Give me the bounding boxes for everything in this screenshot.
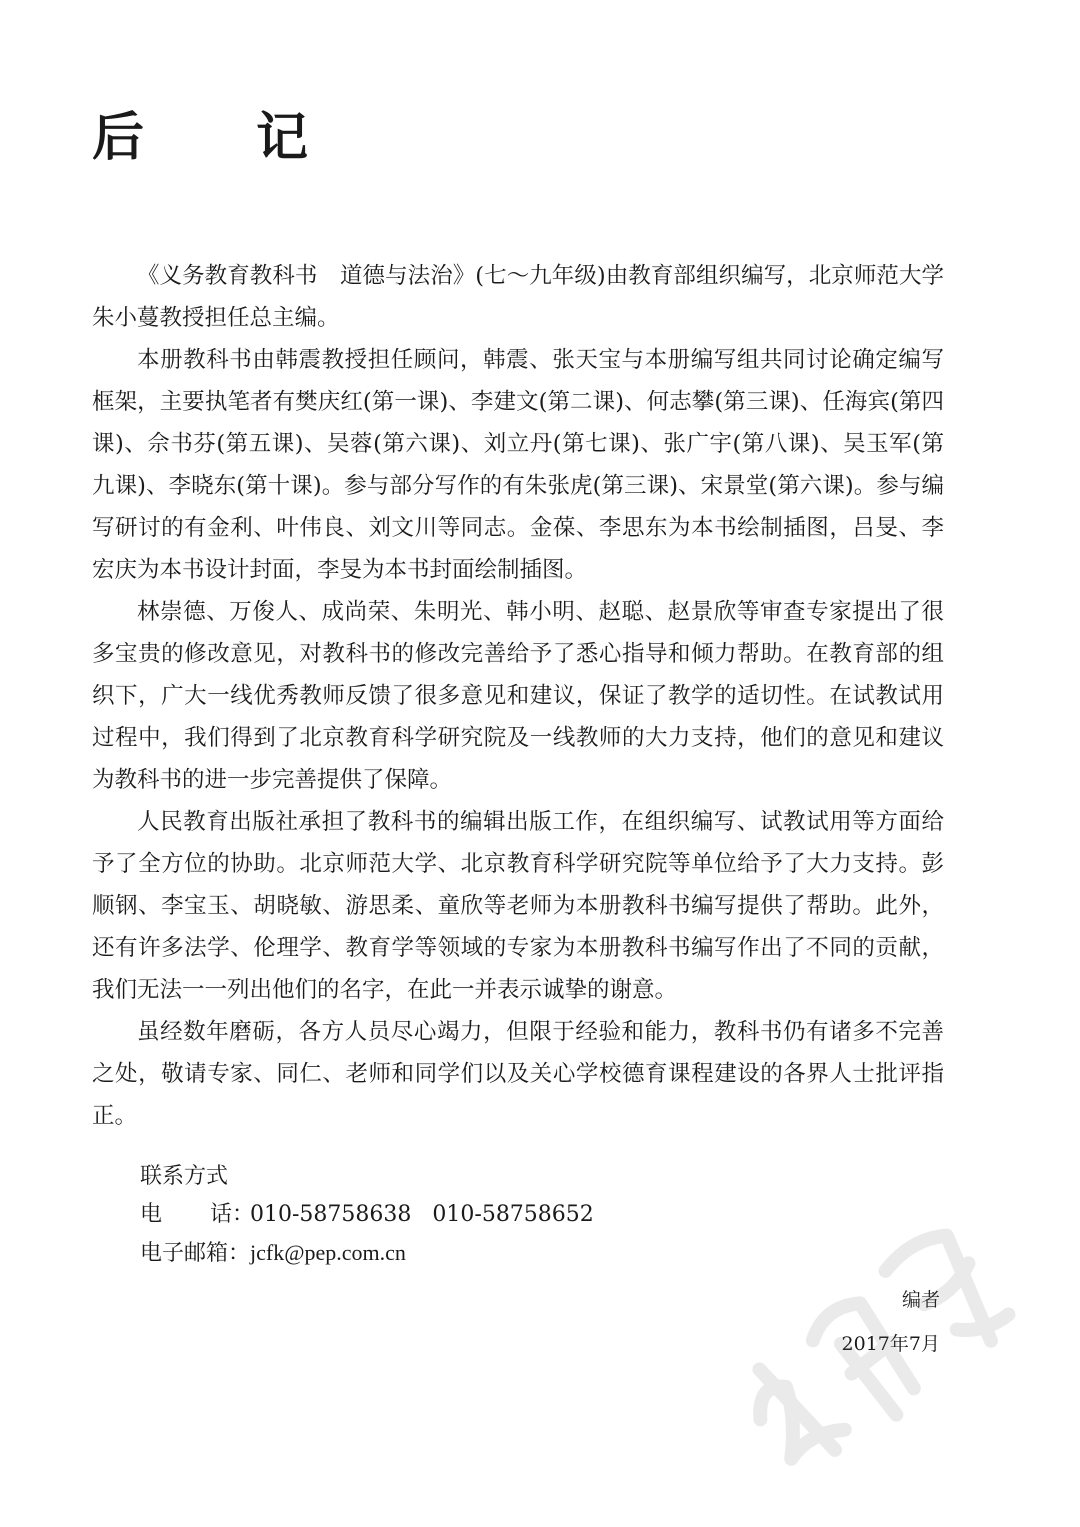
phone-number-1: 010-58758638 [250, 1202, 412, 1227]
paragraph-3: 林崇德、万俊人、成尚荣、朱明光、韩小明、赵聪、赵景欣等审查专家提出了很多宝贵的修改意见，对教科书的修改完善给予了悉心指导和倾力帮助。在教育部的组织下，广大一线优秀教师反馈了很多意见和建议，保证了教学的适切性。在试教试用过程中，我们得到了北京教育科学研究院及一线教师的大力支持，他们的意见和建议为教科书的进一步完善提供了保障。 [92, 599, 944, 793]
phone-label-char-2: 话： [210, 1202, 255, 1227]
phone-number-2: 010-58758652 [432, 1202, 594, 1227]
paragraph-1: 《义务教育教科书 道德与法治》(七～九年级)由教育部组织编写，北京师范大学朱小蔓教授担任总主编。 [92, 263, 944, 331]
page-title: 后 记 [92, 107, 339, 168]
contact-phone-row [140, 1196, 740, 1234]
contact-heading: 联系方式 [140, 1164, 229, 1189]
contact-info [140, 1158, 740, 1273]
contact-email-row [140, 1234, 740, 1273]
paragraph-2: 本册教科书由韩震教授担任顾问，韩震、张天宝与本册编写组共同讨论确定编写框架，主要执笔者有樊庆红(第一课)、李建文(第二课)、何志攀(第三课)、任海宾(第四课)、佘书芬(第五课)、吴蓉(第六课)、刘立丹(第七课)、张广宇(第八课)、吴玉军(第九课)、李晓东(第十课)。参与部分写作的有朱张虎(第三课)、宋景堂(第六课)。参与编写研讨的有金利、叶伟良、刘文川等同志。金葆、李思东为本书绘制插图，吕旻、李宏庆为本书设计封面，李旻为本书封面绘制插图。 [92, 347, 944, 583]
paragraph-4: 人民教育出版社承担了教科书的编辑出版工作，在组织编写、试教试用等方面给予了全方位的协助。北京师范大学、北京教育科学研究院等单位给予了大力支持。彭顺钢、李宝玉、胡晓敏、游思柔、童欣等老师为本册教科书编写提供了帮助。此外，还有许多法学、伦理学、教育学等领域的专家为本册教科书编写作出了不同的贡献，我们无法一一列出他们的名字，在此一并表示诚挚的谢意。 [92, 809, 944, 1003]
body-text [92, 255, 944, 1137]
signoff [842, 1278, 940, 1366]
paragraph-5: 虽经数年磨砺，各方人员尽心竭力，但限于经验和能力，教科书仍有诸多不完善之处，敬请专家、同仁、老师和同学们以及关心学校德育课程建设的各界人士批评指正。 [92, 1019, 944, 1129]
email-address: jcfk@pep.com.cn [250, 1240, 406, 1265]
signoff-author: 编者 [901, 1289, 940, 1311]
phone-label [140, 1196, 255, 1234]
signoff-date: 2017年7月 [841, 1333, 940, 1355]
phone-label-char-1: 电 [140, 1202, 163, 1227]
email-label: 电子邮箱： [140, 1241, 251, 1266]
